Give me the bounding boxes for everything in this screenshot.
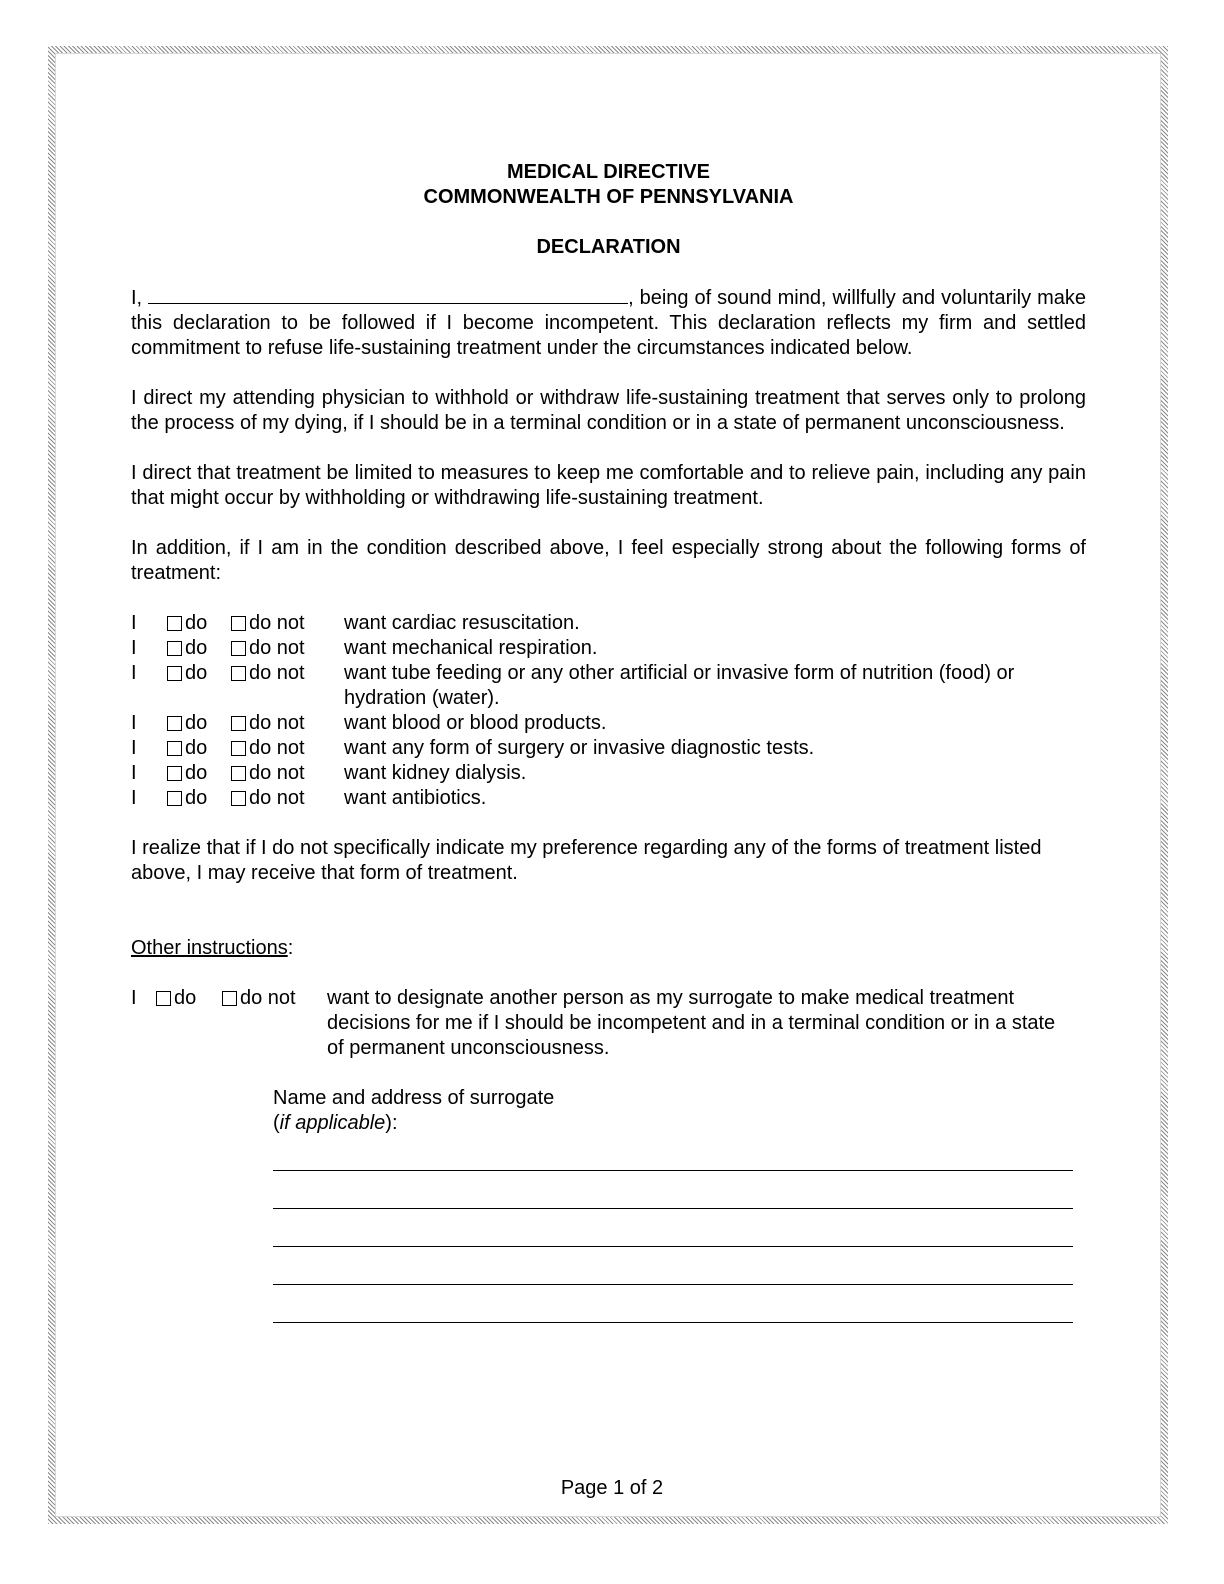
do-not-checkbox[interactable] [231, 641, 246, 656]
treatment-row [131, 661, 1086, 711]
other-instructions-colon: : [287, 937, 294, 959]
do-label: do [185, 612, 208, 634]
do-not-label: do not [249, 762, 305, 784]
choice-i: I [131, 762, 137, 784]
do-not-checkbox[interactable] [231, 716, 246, 731]
surrogate-choice-row [131, 986, 1086, 1061]
do-not-checkbox[interactable] [231, 791, 246, 806]
do-not-option [231, 611, 344, 636]
do-not-option [231, 736, 344, 761]
do-label: do [185, 712, 208, 734]
do-not-checkbox[interactable] [231, 766, 246, 781]
treatment-description: want antibiotics. [344, 787, 487, 809]
do-not-checkbox[interactable] [231, 741, 246, 756]
choice-i: I [131, 787, 137, 809]
do-not-label: do not [249, 787, 305, 809]
do-label: do [185, 637, 208, 659]
do-option [167, 736, 231, 761]
do-not-checkbox[interactable] [231, 616, 246, 631]
do-checkbox[interactable] [156, 991, 171, 1006]
do-not-label: do not [249, 662, 305, 684]
page-number: Page 1 of 2 [560, 1477, 664, 1499]
do-option [167, 661, 231, 686]
intro-paragraph [131, 285, 1086, 361]
surrogate-section [273, 1086, 1086, 1323]
treatment-row [131, 611, 1086, 636]
treatment-row [131, 711, 1086, 736]
do-checkbox[interactable] [167, 666, 182, 681]
do-option [167, 786, 231, 811]
treatment-row [131, 761, 1086, 786]
declarant-name-field[interactable] [148, 285, 628, 304]
do-not-label: do not [240, 987, 296, 1009]
document-body [131, 160, 1086, 1323]
do-not-checkbox[interactable] [231, 666, 246, 681]
do-not-option [231, 761, 344, 786]
treatment-description: want cardiac resuscitation. [344, 612, 580, 634]
choice-i: I [131, 612, 137, 634]
do-checkbox[interactable] [167, 766, 182, 781]
do-label: do [174, 987, 197, 1009]
do-not-option [222, 986, 327, 1011]
do-option [167, 711, 231, 736]
do-option [167, 761, 231, 786]
do-option [156, 986, 222, 1011]
do-checkbox[interactable] [167, 741, 182, 756]
do-not-option [231, 661, 344, 686]
do-label: do [185, 762, 208, 784]
do-label: do [185, 737, 208, 759]
intro-prefix: I, [131, 287, 149, 309]
do-not-label: do not [249, 612, 305, 634]
choice-i: I [131, 987, 137, 1009]
choice-i: I [131, 712, 137, 734]
treatment-choice-list [131, 611, 1086, 811]
do-checkbox[interactable] [167, 641, 182, 656]
other-instructions-heading [131, 936, 1086, 961]
treatment-intro-paragraph: In addition, if I am in the condition described above, I feel especially strong about the following forms of treatment: [131, 537, 1086, 584]
other-instructions-label: Other instructions [131, 937, 288, 959]
intro-suffix: , being of sound mind, willfully and voluntarily make this declaration to be followed if I become incompetent. This declaration reflects my firm and settled commitment to refuse life-sustaining treatment under the circumstances indicated below. [131, 287, 1086, 359]
surrogate-line[interactable] [273, 1209, 1073, 1247]
do-checkbox[interactable] [167, 791, 182, 806]
declaration-heading: DECLARATION [536, 236, 681, 258]
do-checkbox[interactable] [167, 616, 182, 631]
do-not-label: do not [249, 637, 305, 659]
direction-paragraph: I direct my attending physician to withhold or withdraw life-sustaining treatment that serves only to prolong the process of my dying, if I should be in a terminal condition or in a state of permanent unconsciousness. [131, 387, 1086, 434]
treatment-description: want blood or blood products. [344, 712, 607, 734]
do-checkbox[interactable] [167, 716, 182, 731]
treatment-row [131, 636, 1086, 661]
close-paren-colon: ): [385, 1112, 398, 1134]
do-not-option [231, 711, 344, 736]
surrogate-choice-description: want to designate another person as my surrogate to make medical treatment decisions for me if I should be incompetent and in a terminal condition or in a state of permanent unconsciousness. [327, 987, 1056, 1059]
title-line-2: COMMONWEALTH OF PENNSYLVANIA [423, 186, 794, 208]
open-paren: ( [273, 1112, 280, 1134]
treatment-description: want tube feeding or any other artificial or invasive form of nutrition (food) or hydration (water). [344, 662, 1015, 709]
do-not-option [231, 636, 344, 661]
title-line-1: MEDICAL DIRECTIVE [507, 161, 710, 183]
treatment-description: want kidney dialysis. [344, 762, 527, 784]
do-option [167, 636, 231, 661]
preference-note-paragraph: I realize that if I do not specifically indicate my preference regarding any of the forms of treatment listed above, I may receive that form of treatment. [131, 837, 1042, 884]
choice-i: I [131, 662, 137, 684]
do-not-label: do not [249, 712, 305, 734]
treatment-description: want mechanical respiration. [344, 637, 598, 659]
do-option [167, 611, 231, 636]
treatment-description: want any form of surgery or invasive diagnostic tests. [344, 737, 815, 759]
surrogate-line[interactable] [273, 1247, 1073, 1285]
surrogate-line[interactable] [273, 1171, 1073, 1209]
surrogate-line[interactable] [273, 1285, 1073, 1323]
surrogate-address-lines [273, 1136, 1073, 1323]
surrogate-label: Name and address of surrogate [273, 1087, 555, 1109]
if-applicable-text: if applicable [279, 1112, 386, 1134]
choice-i: I [131, 737, 137, 759]
treatment-row [131, 736, 1086, 761]
surrogate-applicable-note [273, 1111, 1086, 1136]
choice-i: I [131, 637, 137, 659]
surrogate-line[interactable] [273, 1136, 1073, 1171]
document-title [131, 160, 1086, 210]
comfort-paragraph: I direct that treatment be limited to measures to keep me comfortable and to relieve pain, including any pain that might occur by withholding or withdrawing life-sustaining treatment. [131, 462, 1086, 509]
do-label: do [185, 787, 208, 809]
do-label: do [185, 662, 208, 684]
do-not-checkbox[interactable] [222, 991, 237, 1006]
do-not-label: do not [249, 737, 305, 759]
treatment-row [131, 786, 1086, 811]
do-not-option [231, 786, 344, 811]
